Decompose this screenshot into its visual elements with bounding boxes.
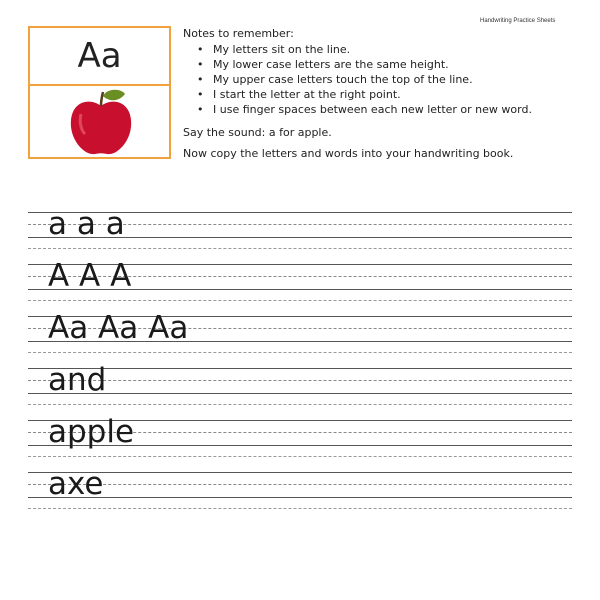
bullet-icon: • [197, 73, 204, 86]
descender-line [28, 508, 572, 509]
notes-list [183, 42, 583, 117]
note-item [183, 42, 583, 57]
mid-dashed-line [28, 380, 572, 381]
base-line [28, 497, 572, 498]
note-text: I use finger spaces between each new letter or new word. [213, 103, 532, 116]
practice-row [28, 205, 572, 257]
practice-word: axe [48, 466, 104, 502]
apple-icon [65, 88, 137, 158]
descender-line [28, 248, 572, 249]
descender-line [28, 352, 572, 353]
mid-dashed-line [28, 484, 572, 485]
descender-line [28, 456, 572, 457]
note-item [183, 87, 583, 102]
notes-section [183, 26, 583, 161]
practice-word: A A A [48, 258, 132, 294]
practice-row [28, 413, 572, 465]
picture-panel [30, 86, 169, 159]
copy-instruction: Now copy the letters and words into your handwriting book. [183, 147, 514, 160]
note-item [183, 57, 583, 72]
bullet-icon: • [197, 43, 204, 56]
descender-line [28, 404, 572, 405]
note-text: I start the letter at the right point. [213, 88, 401, 101]
practice-row [28, 257, 572, 309]
descender-line [28, 300, 572, 301]
practice-word: a a a [48, 206, 125, 242]
note-text: My letters sit on the line. [213, 43, 351, 56]
practice-word: apple [48, 414, 135, 450]
note-text: My upper case letters touch the top of the line. [213, 73, 473, 86]
practice-row [28, 465, 572, 517]
practice-row [28, 309, 572, 361]
bullet-icon: • [197, 58, 204, 71]
header-tag: Handwriting Practice Sheets [480, 18, 556, 24]
say-sound-text: Say the sound: a for apple. [183, 126, 332, 139]
top-line [28, 472, 572, 473]
note-text: My lower case letters are the same height. [213, 58, 449, 71]
practice-word: Aa Aa Aa [48, 310, 189, 346]
practice-lines [28, 205, 572, 517]
top-line [28, 368, 572, 369]
letter-display: Aa [30, 28, 169, 86]
base-line [28, 393, 572, 394]
notes-heading: Notes to remember: [183, 27, 294, 40]
practice-row [28, 361, 572, 413]
note-item [183, 72, 583, 87]
note-item [183, 102, 583, 117]
bullet-icon: • [197, 103, 204, 116]
practice-word: and [48, 362, 107, 398]
letter-card [28, 26, 171, 159]
bullet-icon: • [197, 88, 204, 101]
